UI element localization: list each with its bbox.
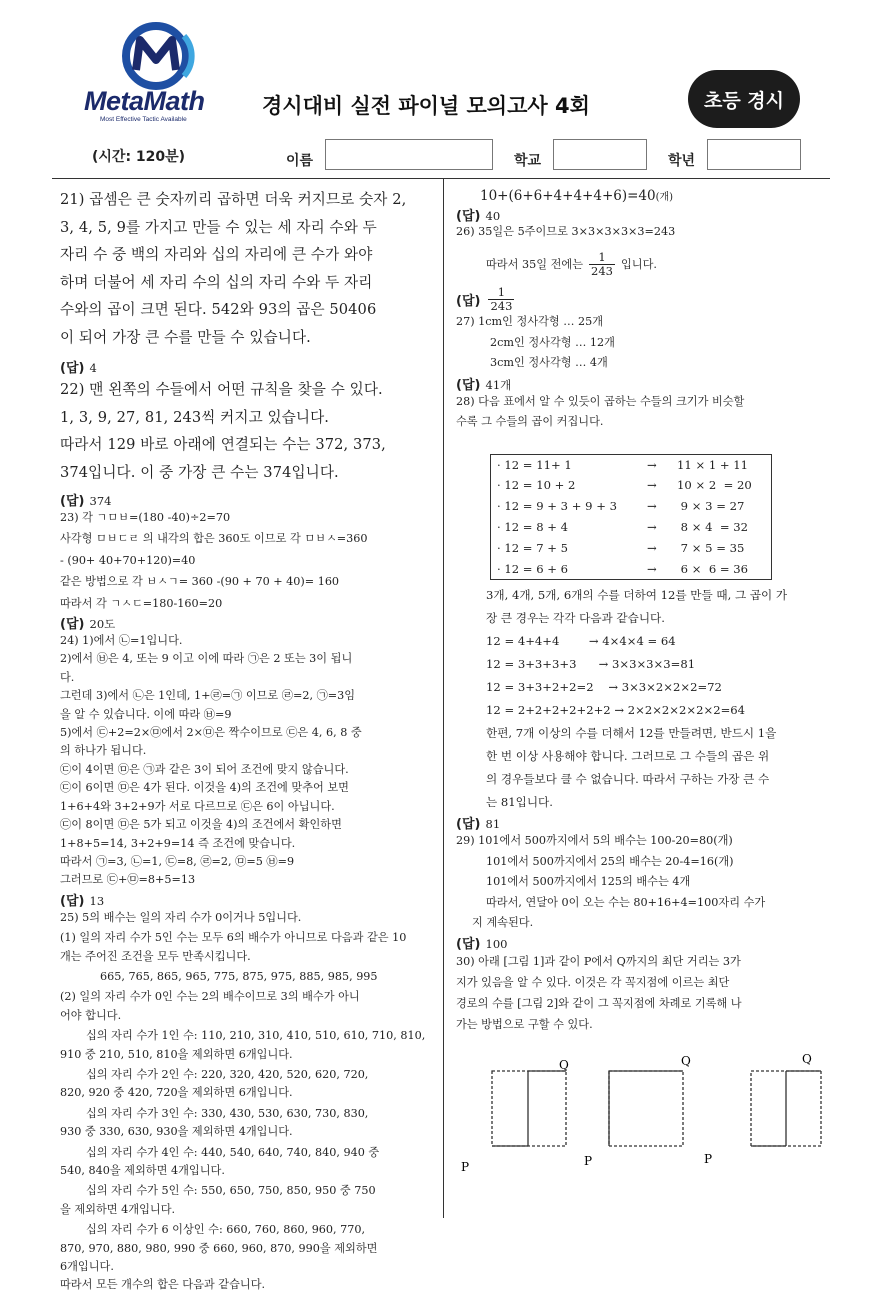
text-line: · 12 = 8 + 4 [497, 520, 569, 535]
text-line: 101에서 500까지에서 25의 배수는 20-4=16(개) [486, 854, 734, 868]
text-line: 입니다. [620, 257, 657, 271]
text-line: 2cm인 정사각형 … 12개 [490, 335, 615, 349]
text-line: · 12 = 10 + 2 [497, 478, 576, 493]
text-line: 어야 합니다. [60, 1008, 122, 1022]
text-line: 374 [89, 494, 112, 508]
text-line: ㉢이 4이면 ㉤은 ㉠과 같은 3이 되어 조건에 맞지 않습니다. [60, 762, 349, 776]
text-line: 장 큰 경우는 각각 다음과 같습니다. [486, 611, 665, 626]
grade-label: 학년 [668, 153, 696, 169]
text-line: → [647, 540, 657, 555]
text-line: 40 [485, 209, 501, 223]
label-q: Q [681, 1054, 691, 1068]
text-line: 41개 [485, 377, 512, 392]
text-line: (답) [60, 361, 85, 376]
q27-text [456, 313, 834, 372]
text-line: (답) [60, 617, 85, 633]
text-line: (2) 일의 자리 수가 0인 수는 2의 배수이므로 3의 배수가 아니 [60, 990, 360, 1004]
text-line: (답) [456, 294, 481, 310]
text-line: 374입니다. 이 중 가장 큰 수는 374입니다. [60, 463, 339, 481]
text-line: 11 × 1 + 11 [677, 457, 749, 472]
table-row [491, 475, 771, 496]
text-line: 81 [485, 817, 501, 832]
q21-text [60, 186, 435, 351]
text-line: (답) [60, 893, 85, 909]
text-line: 6 × 6 = 36 [677, 561, 749, 576]
table-row [491, 455, 771, 476]
text-line: 따라서 각 ㄱㅅㄷ=180-160=20 [60, 596, 223, 610]
table-row [491, 559, 771, 580]
q30-path-figures [455, 1045, 835, 1175]
text-line: → [647, 520, 657, 535]
answer-23 [60, 616, 435, 632]
time-limit: (시간: 120분) [92, 149, 186, 165]
label-p: P [704, 1152, 713, 1166]
text-line: 13 [89, 893, 105, 908]
text-line: 따라서 ㉠=3, ㉡=1, ㉢=8, ㉣=2, ㉤=5 ㉥=9 [60, 854, 295, 868]
text-line: - (90+ 40+70+120)=40 [60, 553, 196, 567]
text-line: 한편, 7개 이상의 수를 더해서 12를 만들려면, 반드시 1을 [486, 726, 777, 741]
q26-text [456, 223, 834, 278]
right-column [456, 186, 834, 1035]
text-line: 2)에서 ㉥은 4, 또는 9 이고 이에 따라 ㉠은 2 또는 3이 됩니 [60, 652, 353, 666]
text-line: 1 [589, 251, 615, 265]
text-line: 930 중 330, 630, 930을 제외하면 4개입니다. [60, 1125, 293, 1139]
text-line: 십의 자리 수가 1인 수: 110, 210, 310, 410, 510, 610, 710, 810, [86, 1029, 426, 1043]
text-line: 지가 있음을 알 수 있다. 이것은 각 꼭지점에 이르는 최단 [456, 975, 730, 989]
text-line: · 12 = 6 + 6 [497, 561, 569, 576]
q22-text [60, 376, 435, 486]
text-line: 870, 970, 880, 980, 990 중 660, 960, 870, 990을 제외하면 [60, 1241, 378, 1255]
label-q: Q [802, 1052, 812, 1066]
level-badge: 초등 경시 [688, 70, 800, 128]
text-line: → [647, 561, 657, 576]
text-line: 그러므로 ㉢+㉤=8+5=13 [60, 873, 196, 887]
text-line: 12 = 4+4+4 → 4×4×4 = 64 [486, 634, 676, 649]
text-line: → [647, 457, 657, 472]
text-line: (답) [456, 209, 481, 224]
text-line: · 12 = 11+ 1 [497, 457, 572, 472]
text-line: 수록 그 수들의 곱이 커집니다. [456, 414, 604, 428]
text-line: (답) [456, 817, 481, 833]
text-line: 5)에서 ㉢+2=2×㉤에서 2×㉤은 짝수이므로 ㉢은 4, 6, 8 중 [60, 726, 362, 740]
page-title: 경시대비 실전 파이널 모의고사 4회 [262, 94, 590, 118]
text-line: 1+6+4와 3+2+9가 서로 다르므로 ㉢은 6이 아닙니다. [60, 799, 335, 813]
text-line: 따라서 모든 개수의 합은 다음과 같습니다. [60, 1278, 266, 1292]
header-divider [52, 178, 830, 179]
text-line: 지 계속된다. [472, 916, 534, 930]
text-line: 100 [485, 936, 508, 951]
text-line: 한 번 이상 사용해야 합니다. 그러므로 그 수들의 곱은 위 [486, 749, 770, 764]
text-line: 는 81입니다. [486, 795, 553, 810]
answer-22 [60, 493, 435, 509]
text-line: 540, 840을 제외하면 4개입니다. [60, 1164, 225, 1177]
q29-text [456, 831, 834, 934]
text-line: 십의 자리 수가 6 이상인 수: 660, 760, 860, 960, 770, [86, 1223, 366, 1237]
text-line: 101에서 500까지에서 125의 배수는 4개 [486, 875, 691, 889]
text-line: 6개입니다. [60, 1260, 114, 1274]
grade-field[interactable] [707, 139, 801, 170]
text-line: 910 중 210, 510, 810을 제외하면 6개입니다. [60, 1047, 293, 1061]
text-line: 22) 맨 왼쪽의 수들에서 어떤 규칙을 찾을 수 있다. [60, 381, 383, 398]
answer-24 [60, 893, 435, 909]
answer-21 [60, 360, 435, 376]
text-line: 10+(6+6+4+4+4+6)=40 [480, 188, 656, 204]
text-line: ㉢이 8이면 ㉤은 5가 되고 이것을 4)의 조건에서 확인하면 [60, 818, 342, 832]
name-field[interactable] [325, 139, 493, 170]
column-divider [443, 178, 444, 1218]
text-line: 12 = 3+3+3+3 → 3×3×3×3=81 [486, 657, 696, 672]
path-figure-1 [492, 1071, 566, 1146]
text-line: (개) [655, 192, 674, 203]
text-line: 12 = 2+2+2+2+2+2 → 2×2×2×2×2×2=64 [486, 703, 746, 718]
answer-26 [456, 286, 834, 313]
text-line: ㉢이 6이면 ㉤은 4가 된다. 이것을 4)의 조건에 맞추어 보면 [60, 781, 349, 795]
text-line: 을 제외하면 4개입니다. [60, 1202, 176, 1216]
text-line: 29) 101에서 500까지에서 5의 배수는 100-20=80(개) [456, 834, 733, 848]
table-row [491, 517, 771, 538]
answer-25 [456, 208, 834, 223]
text-line: 그런데 3)에서 ㉡은 1인데, 1+㉣=㉠ 이므로 ㉣=2, ㉠=3임 [60, 689, 356, 703]
text-line: 이 되어 가장 큰 수를 만들 수 있습니다. [60, 328, 311, 346]
left-column [60, 186, 435, 1295]
text-line: 4 [89, 361, 97, 375]
name-label: 이름 [286, 153, 314, 169]
q30-text [456, 951, 834, 1035]
text-line: 30) 아래 [그림 1]과 같이 P에서 Q까지의 최단 거리는 3가 [456, 954, 741, 968]
text-line: 3cm인 정사각형 … 4개 [490, 356, 608, 370]
q23-text [60, 509, 435, 613]
text-line: · 12 = 7 + 5 [497, 540, 569, 555]
text-line: 26) 35일은 5주이므로 3×3×3×3×3=243 [456, 225, 676, 238]
text-line: 사각형 ㅁㅂㄷㄹ 의 내각의 합은 360도 이므로 각 ㅁㅂㅅ=360 [60, 532, 368, 546]
logo-tagline: Most Effective Tactic Available [100, 116, 187, 123]
text-line: 같은 방법으로 각 ㅂㅅㄱ= 360 -(90 + 70 + 40)= 160 [60, 575, 340, 589]
text-line: 자리 수 중 백의 자리와 십의 자리에 큰 수가 와야 [60, 246, 373, 263]
text-line: 7 × 5 = 35 [677, 540, 745, 555]
path-figure-3 [751, 1071, 821, 1146]
text-line: 243 [591, 264, 613, 279]
q28-table [490, 454, 772, 581]
label-p: P [584, 1154, 593, 1168]
text-line: 8 × 4 = 32 [677, 520, 749, 535]
q25-text [60, 909, 435, 1295]
text-line: 따라서 35일 전에는 [486, 257, 583, 271]
text-line: 1+8+5=14, 3+2+9=14 즉 조건에 맞습니다. [60, 836, 296, 850]
label-p: P [461, 1160, 470, 1174]
text-line: 23) 각 ㄱㅁㅂ=(180 -40)÷2=70 [60, 511, 231, 524]
text-line: 3, 4, 5, 9를 가지고 만들 수 있는 세 자리 수와 두 [60, 218, 377, 236]
text-line: 9 × 3 = 27 [677, 499, 745, 514]
text-line: 820, 920 중 420, 720을 제외하면 6개입니다. [60, 1086, 293, 1100]
text-line: 십의 자리 수가 5인 수: 550, 650, 750, 850, 950 중 750 [86, 1184, 376, 1198]
text-line: 십의 자리 수가 3인 수: 330, 430, 530, 630, 730, 830, [86, 1106, 369, 1120]
text-line: 따라서 129 바로 아래에 연결되는 수는 372, 373, [60, 436, 386, 453]
answer-28 [456, 816, 834, 831]
label-q: Q [559, 1058, 569, 1072]
logo-m-icon [80, 22, 245, 92]
text-line: 개는 주어진 조건을 모두 만족시킵니다. [60, 949, 251, 963]
text-line: 의 경우들보다 클 수 없습니다. 따라서 구하는 가장 큰 수 [486, 772, 770, 787]
text-line: 27) 1cm인 정사각형 … 25개 [456, 315, 604, 329]
text-line: · 12 = 9 + 3 + 9 + 3 [497, 499, 617, 514]
text-line: (1) 일의 자리 수가 5인 수는 모두 6의 배수가 아니므로 다음과 같은 10 [60, 931, 407, 945]
text-line: 665, 765, 865, 965, 775, 875, 975, 885, 985, 995 [100, 969, 378, 983]
text-line: (답) [456, 936, 481, 952]
school-label: 학교 [514, 153, 542, 169]
text-line: 10 × 2 = 20 [677, 478, 752, 493]
text-line: 20도 [89, 617, 116, 632]
table-row [491, 496, 771, 517]
q25-sum [456, 186, 834, 208]
text-line: 24) 1)에서 ㉡=1입니다. [60, 634, 183, 648]
text-line: → [647, 499, 657, 514]
text-line: 다. [60, 670, 75, 684]
table-row [491, 538, 771, 559]
text-line: 1 [488, 286, 514, 300]
text-line: 십의 자리 수가 2인 수: 220, 320, 420, 520, 620, 720, [86, 1067, 369, 1081]
fraction-1-243 [589, 251, 615, 278]
text-line: 21) 곱셈은 큰 숫자끼리 곱하면 더욱 커지므로 숫자 2, [60, 191, 407, 208]
logo-text: MetaMath [84, 86, 205, 116]
answer-27 [456, 377, 834, 392]
text-line: 28) 다음 표에서 알 수 있듯이 곱하는 수들의 크기가 비슷할 [456, 394, 745, 408]
text-line: 3개, 4개, 5개, 6개의 수를 더하여 12를 만들 때, 그 곱이 가 [486, 588, 788, 603]
q28-text [456, 392, 834, 432]
text-line: 25) 5의 배수는 일의 자리 수가 0이거나 5입니다. [60, 910, 302, 924]
text-line: 수와의 곱이 크면 된다. 542와 93의 곱은 50406 [60, 301, 377, 318]
text-line: 가는 방법으로 구할 수 있다. [456, 1017, 593, 1031]
text-line: 하며 더불어 세 자리 수의 십의 자리 수와 두 자리 [60, 273, 373, 291]
text-line: (답) [60, 494, 85, 509]
text-line: 을 알 수 있습니다. 이에 따라 ㉥=9 [60, 707, 232, 721]
text-line: 12 = 3+3+2+2=2 → 3×3×2×2×2=72 [486, 680, 722, 695]
answer-29 [456, 936, 834, 951]
text-line: 의 하나가 됩니다. [60, 744, 147, 758]
q28-explanation [456, 584, 834, 814]
text-line: 십의 자리 수가 4인 수: 440, 540, 640, 740, 840, 940 중 [86, 1145, 380, 1159]
school-field[interactable] [553, 139, 647, 170]
text-line: 1, 3, 9, 27, 81, 243씩 커지고 있습니다. [60, 408, 330, 426]
text-line: 따라서, 연달아 0이 오는 수는 80+16+4=100자리 수가 [486, 895, 766, 909]
path-figure-2 [609, 1071, 683, 1146]
text-line: → [647, 478, 657, 493]
text-line: (답) [456, 377, 481, 393]
text-line: 경로의 수를 [그림 2]와 같이 그 꼭지점에 차례로 기록해 나 [456, 996, 742, 1010]
q24-text [60, 632, 435, 890]
text-line: 243 [490, 299, 513, 314]
